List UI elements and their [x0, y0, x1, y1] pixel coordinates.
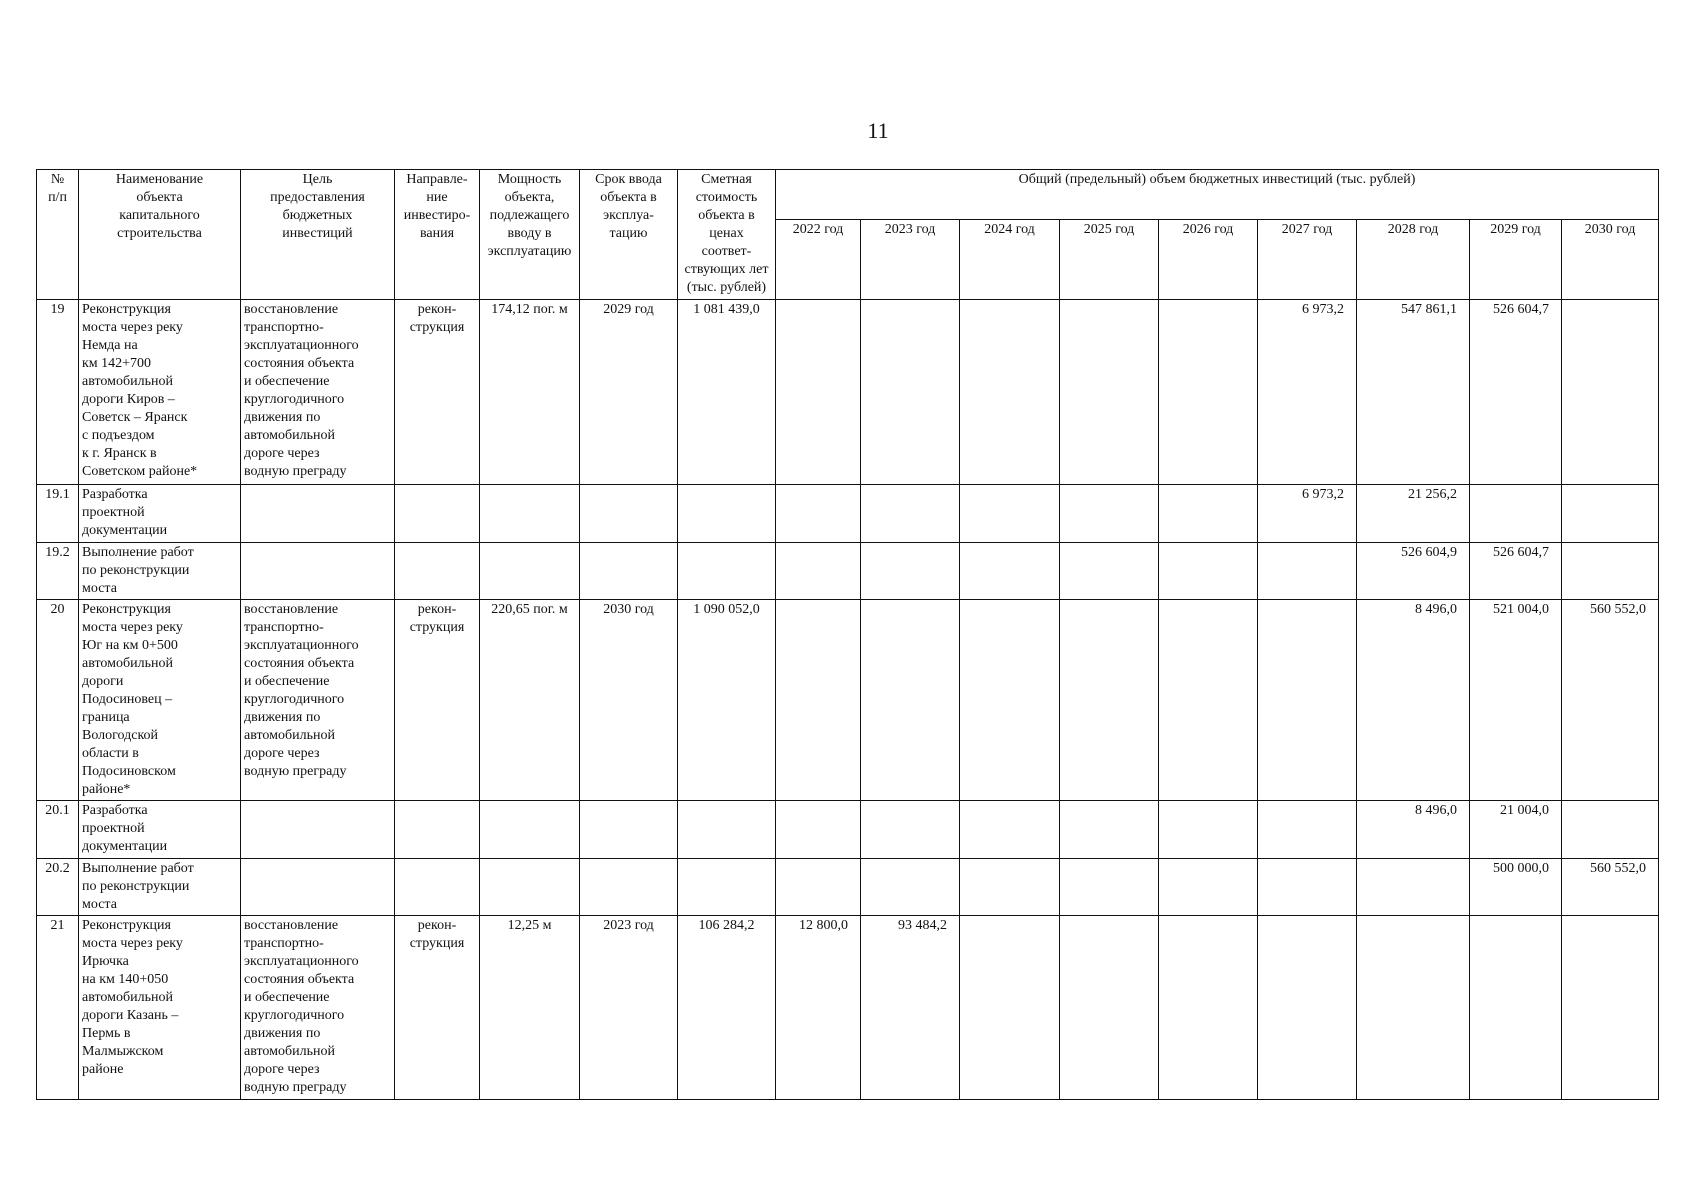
header-term: Срок ввода объекта в эксплуа- тацию	[580, 170, 678, 300]
estimated-cost	[678, 543, 776, 600]
year-value-2022	[776, 859, 861, 916]
year-value-2026	[1159, 916, 1258, 1100]
year-value-2026	[1159, 300, 1258, 485]
year-value-2030	[1562, 300, 1659, 485]
year-value-2025	[1060, 916, 1159, 1100]
year-value-2024	[960, 600, 1060, 801]
estimated-cost: 1 090 052,0	[678, 600, 776, 801]
header-direction: Направле- ние инвестиро- вания	[395, 170, 480, 300]
year-value-2029: 500 000,0	[1470, 859, 1562, 916]
goal: восстановление транспортно- эксплуатационного состояния объекта и обеспечение круглогодичного движения по автомобильной дороге через водную преграду	[241, 916, 395, 1100]
header-capacity: Мощность объекта, подлежащего вводу в эксплуатацию	[480, 170, 580, 300]
header-year: 2028 год	[1357, 220, 1470, 300]
estimated-cost	[678, 801, 776, 859]
capacity: 174,12 пог. м	[480, 300, 580, 485]
table-row	[37, 485, 1659, 543]
year-value-2025	[1060, 859, 1159, 916]
estimated-cost: 106 284,2	[678, 916, 776, 1100]
commission-term: 2030 год	[580, 600, 678, 801]
table-row	[37, 859, 1659, 916]
year-value-2022	[776, 485, 861, 543]
commission-term	[580, 801, 678, 859]
object-name: Разработка проектной документации	[79, 801, 241, 859]
capacity	[480, 485, 580, 543]
year-value-2024	[960, 859, 1060, 916]
object-name: Реконструкция моста через реку Ирючка на км 140+050 автомобильной дороги Казань – Пермь в Малмыжском районе	[79, 916, 241, 1100]
header-year: 2027 год	[1258, 220, 1357, 300]
year-value-2027	[1258, 916, 1357, 1100]
year-value-2025	[1060, 300, 1159, 485]
header-year: 2024 год	[960, 220, 1060, 300]
year-value-2024	[960, 300, 1060, 485]
year-value-2027	[1258, 543, 1357, 600]
goal: восстановление транспортно- эксплуатационного состояния объекта и обеспечение круглогодичного движения по автомобильной дороге через водную преграду	[241, 300, 395, 485]
year-value-2022: 12 800,0	[776, 916, 861, 1100]
year-value-2022	[776, 543, 861, 600]
year-value-2028: 8 496,0	[1357, 801, 1470, 859]
commission-term	[580, 543, 678, 600]
year-value-2029: 526 604,7	[1470, 543, 1562, 600]
year-value-2023	[861, 859, 960, 916]
year-value-2028: 8 496,0	[1357, 600, 1470, 801]
year-value-2025	[1060, 600, 1159, 801]
investment-table	[36, 169, 1659, 1100]
year-value-2029: 526 604,7	[1470, 300, 1562, 485]
year-value-2026	[1159, 801, 1258, 859]
year-value-2030	[1562, 801, 1659, 859]
year-value-2025	[1060, 543, 1159, 600]
goal	[241, 485, 395, 543]
goal	[241, 801, 395, 859]
table-row	[37, 801, 1659, 859]
commission-term	[580, 485, 678, 543]
row-number: 21	[37, 916, 79, 1100]
year-value-2027: 6 973,2	[1258, 485, 1357, 543]
year-value-2022	[776, 801, 861, 859]
direction	[395, 543, 480, 600]
direction: рекон- струкция	[395, 300, 480, 485]
year-value-2027: 6 973,2	[1258, 300, 1357, 485]
object-name: Выполнение работ по реконструкции моста	[79, 543, 241, 600]
header-object-name: Наименование объекта капитального строительства	[79, 170, 241, 300]
capacity	[480, 543, 580, 600]
year-value-2030: 560 552,0	[1562, 600, 1659, 801]
goal: восстановление транспортно- эксплуатационного состояния объекта и обеспечение круглогодичного движения по автомобильной дороге через водную преграду	[241, 600, 395, 801]
direction	[395, 801, 480, 859]
header-year: 2025 год	[1060, 220, 1159, 300]
header-group-title: Общий (предельный) объем бюджетных инвестиций (тыс. рублей)	[776, 170, 1659, 220]
table-row	[37, 543, 1659, 600]
header-year: 2022 год	[776, 220, 861, 300]
object-name: Реконструкция моста через реку Немда на км 142+700 автомобильной дороги Киров – Советск – Яранск с подъездом к г. Яранск в Советском районе*	[79, 300, 241, 485]
year-value-2025	[1060, 801, 1159, 859]
header-year: 2026 год	[1159, 220, 1258, 300]
year-value-2030	[1562, 916, 1659, 1100]
direction: рекон- струкция	[395, 600, 480, 801]
year-value-2029	[1470, 916, 1562, 1100]
year-value-2028	[1357, 916, 1470, 1100]
year-value-2023: 93 484,2	[861, 916, 960, 1100]
commission-term: 2023 год	[580, 916, 678, 1100]
year-value-2026	[1159, 859, 1258, 916]
capacity	[480, 801, 580, 859]
year-value-2027	[1258, 859, 1357, 916]
year-value-2026	[1159, 600, 1258, 801]
capacity: 220,65 пог. м	[480, 600, 580, 801]
header-cost: Сметная стоимость объекта в ценах соответ- ствующих лет (тыс. рублей)	[678, 170, 776, 300]
year-value-2028: 21 256,2	[1357, 485, 1470, 543]
year-value-2024	[960, 916, 1060, 1100]
row-number: 20	[37, 600, 79, 801]
capacity: 12,25 м	[480, 916, 580, 1100]
estimated-cost	[678, 859, 776, 916]
year-value-2026	[1159, 485, 1258, 543]
row-number: 19.1	[37, 485, 79, 543]
object-name: Реконструкция моста через реку Юг на км 0+500 автомобильной дороги Подосиновец – граница Вологодской области в Подосиновском районе*	[79, 600, 241, 801]
capacity	[480, 859, 580, 916]
year-value-2022	[776, 600, 861, 801]
table-row	[37, 916, 1659, 1100]
year-value-2027	[1258, 801, 1357, 859]
header-number: № п/п	[37, 170, 79, 300]
year-value-2024	[960, 801, 1060, 859]
year-value-2029: 21 004,0	[1470, 801, 1562, 859]
header-year: 2029 год	[1470, 220, 1562, 300]
header-year: 2023 год	[861, 220, 960, 300]
year-value-2024	[960, 485, 1060, 543]
commission-term: 2029 год	[580, 300, 678, 485]
year-value-2025	[1060, 485, 1159, 543]
year-value-2022	[776, 300, 861, 485]
year-value-2030	[1562, 485, 1659, 543]
table-row	[37, 300, 1659, 485]
row-number: 19.2	[37, 543, 79, 600]
year-value-2029: 521 004,0	[1470, 600, 1562, 801]
year-value-2023	[861, 600, 960, 801]
year-value-2024	[960, 543, 1060, 600]
goal	[241, 859, 395, 916]
direction	[395, 859, 480, 916]
row-number: 19	[37, 300, 79, 485]
year-value-2028: 547 861,1	[1357, 300, 1470, 485]
year-value-2030	[1562, 543, 1659, 600]
commission-term	[580, 859, 678, 916]
year-value-2023	[861, 485, 960, 543]
row-number: 20.1	[37, 801, 79, 859]
direction: рекон- струкция	[395, 916, 480, 1100]
goal	[241, 543, 395, 600]
year-value-2026	[1159, 543, 1258, 600]
header-goal: Цель предоставления бюджетных инвестиций	[241, 170, 395, 300]
object-name: Выполнение работ по реконструкции моста	[79, 859, 241, 916]
estimated-cost	[678, 485, 776, 543]
object-name: Разработка проектной документации	[79, 485, 241, 543]
table-row	[37, 600, 1659, 801]
year-value-2023	[861, 543, 960, 600]
header-row	[37, 170, 1659, 220]
year-value-2028	[1357, 859, 1470, 916]
direction	[395, 485, 480, 543]
page-number: 11	[867, 118, 889, 143]
year-value-2023	[861, 801, 960, 859]
header-year: 2030 год	[1562, 220, 1659, 300]
estimated-cost: 1 081 439,0	[678, 300, 776, 485]
table-body	[37, 300, 1659, 1100]
year-value-2027	[1258, 600, 1357, 801]
year-value-2028: 526 604,9	[1357, 543, 1470, 600]
year-value-2029	[1470, 485, 1562, 543]
year-value-2030: 560 552,0	[1562, 859, 1659, 916]
row-number: 20.2	[37, 859, 79, 916]
year-value-2023	[861, 300, 960, 485]
